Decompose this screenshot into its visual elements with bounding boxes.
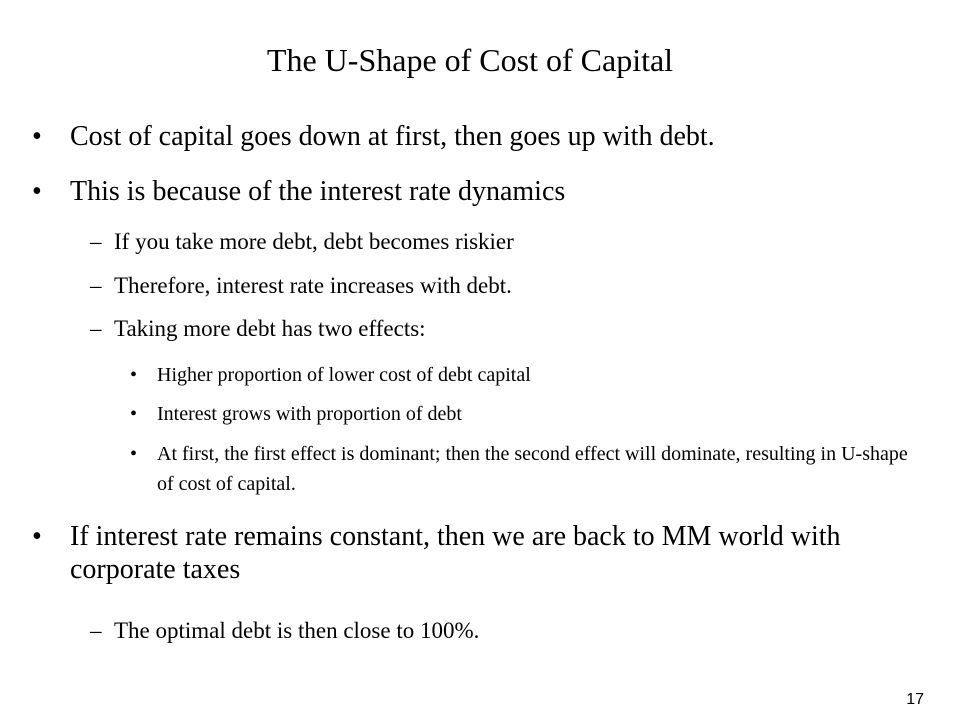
sub-bullet-item — [90, 228, 930, 256]
sub-sub-bullet-item — [130, 399, 910, 429]
bullet-marker: • — [130, 364, 138, 386]
sub-bullet-text: Therefore, interest rate increases with debt. — [114, 273, 512, 298]
dash-marker: – — [90, 273, 102, 298]
sub-bullet-item — [90, 617, 930, 645]
dash-marker: – — [90, 229, 102, 254]
bullet-text: Cost of capital goes down at first, then goes up with debt. — [70, 121, 715, 152]
sub-sub-bullet-text: Higher proportion of lower cost of debt capital — [157, 364, 531, 386]
sub-sub-bullet-text: Interest grows with proportion of debt — [157, 403, 462, 425]
bullet-marker: • — [32, 521, 42, 552]
bullet-item — [32, 175, 932, 208]
bullet-text: This is because of the interest rate dynamics — [70, 176, 566, 207]
page-number: 17 — [906, 691, 924, 708]
sub-bullet-item — [90, 315, 930, 343]
bullet-marker: • — [32, 121, 42, 152]
sub-bullet-text: Taking more debt has two effects: — [114, 316, 426, 341]
sub-sub-bullet-text: At first, the first effect is dominant; then the second effect will dominate, resulting in U-shape of cost of capital. — [157, 443, 908, 495]
bullet-marker: • — [130, 403, 138, 425]
sub-bullet-text: The optimal debt is then close to 100%. — [114, 618, 480, 643]
sub-sub-bullet-item — [130, 439, 910, 499]
sub-sub-bullet-item — [130, 360, 910, 390]
bullet-marker: • — [32, 176, 42, 207]
bullet-text: If interest rate remains constant, then we are back to MM world with corporate taxes — [70, 521, 841, 585]
dash-marker: – — [90, 618, 102, 643]
bullet-marker: • — [130, 443, 138, 465]
slide-title: The U-Shape of Cost of Capital — [266, 42, 674, 78]
sub-bullet-item — [90, 272, 930, 300]
bullet-item — [32, 520, 932, 586]
dash-marker: – — [90, 316, 102, 341]
sub-bullet-text: If you take more debt, debt becomes riskier — [114, 229, 514, 254]
bullet-item — [32, 120, 932, 153]
